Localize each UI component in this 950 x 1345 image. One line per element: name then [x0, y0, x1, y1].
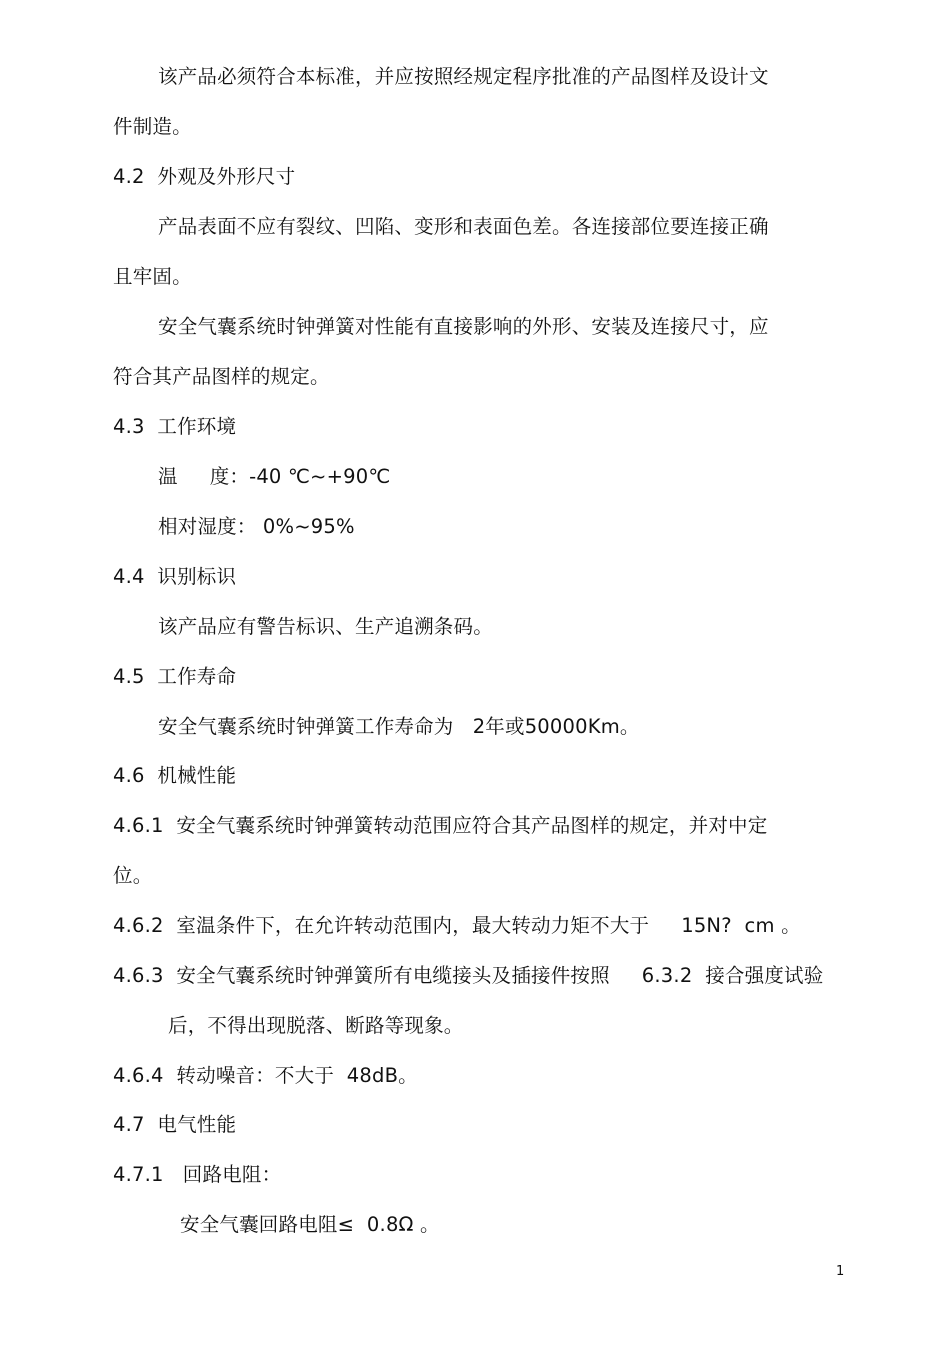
paragraph-line: 该产品必须符合本标准，并应按照经规定程序批准的产品图样及设计文 [158, 65, 769, 88]
paragraph-line: 4.6.3 安全气囊系统时钟弹簧所有电缆接头及插接件按照 6.3.2 接合强度试验 [113, 964, 824, 987]
paragraph-line: 符合其产品图样的规定。 [113, 365, 330, 388]
paragraph-line: 相对湿度： 0%~95% [158, 515, 355, 538]
page-number: 1 [836, 1264, 845, 1279]
paragraph-line: 温 度：-40 ℃~+90℃ [158, 465, 391, 488]
paragraph-line: 且牢固。 [113, 265, 192, 288]
paragraph-line: 4.6.2 室温条件下，在允许转动范围内，最大转动力矩不大于 15N? cm 。 [113, 914, 801, 937]
section-heading: 4.6 机械性能 [113, 764, 237, 787]
paragraph-line: 后，不得出现脱落、断路等现象。 [168, 1014, 464, 1037]
section-heading: 4.5 工作寿命 [113, 665, 237, 688]
paragraph-line: 该产品应有警告标识、生产追溯条码。 [158, 615, 493, 638]
paragraph-line: 安全气囊系统时钟弹簧工作寿命为 2年或50000Km。 [158, 715, 640, 738]
section-heading: 4.3 工作环境 [113, 415, 237, 438]
section-heading: 4.4 识别标识 [113, 565, 237, 588]
paragraph-line: 件制造。 [113, 115, 192, 138]
section-heading: 4.2 外观及外形尺寸 [113, 165, 296, 188]
paragraph-line: 4.6.4 转动噪音：不大于 48dB。 [113, 1064, 418, 1087]
paragraph-line: 位。 [113, 864, 153, 887]
paragraph-line: 安全气囊系统时钟弹簧对性能有直接影响的外形、安装及连接尺寸，应 [158, 315, 769, 338]
section-heading: 4.7 电气性能 [113, 1113, 237, 1136]
paragraph-line: 4.6.1 安全气囊系统时钟弹簧转动范围应符合其产品图样的规定，并对中定 [113, 814, 768, 837]
paragraph-line: 4.7.1 回路电阻： [113, 1163, 282, 1186]
paragraph-line: 产品表面不应有裂纹、凹陷、变形和表面色差。各连接部位要连接正确 [158, 215, 769, 238]
paragraph-line: 安全气囊回路电阻≤ 0.8Ω 。 [180, 1213, 440, 1236]
